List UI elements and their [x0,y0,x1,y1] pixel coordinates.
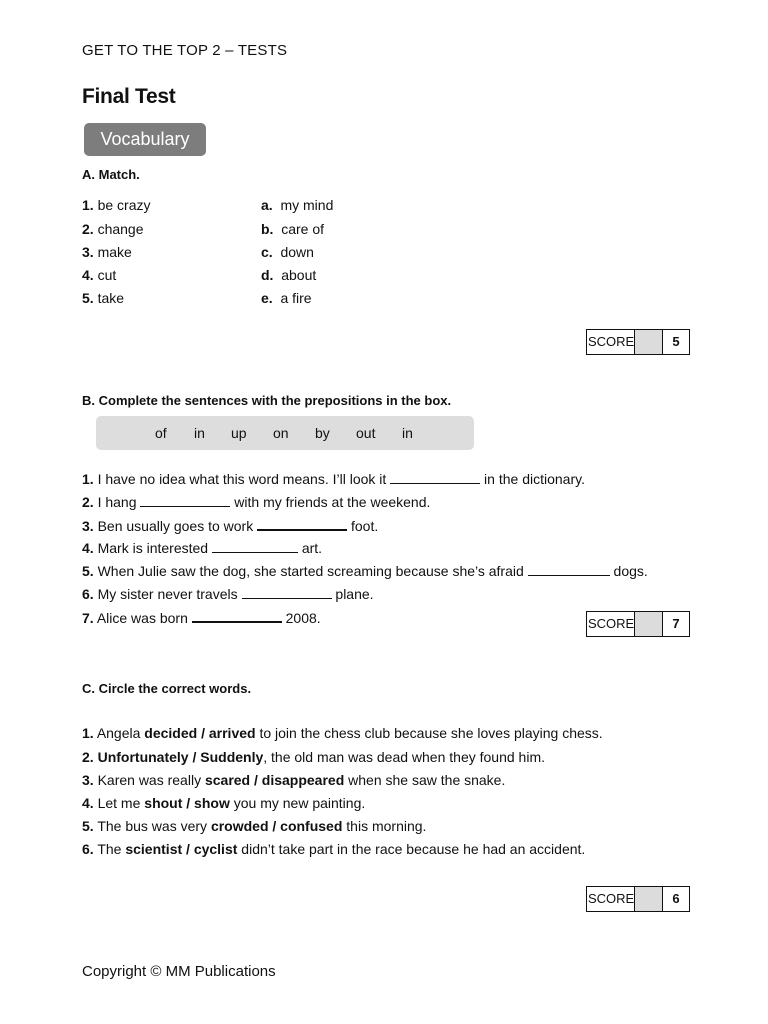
box-word: out [356,425,376,441]
match-left-item: 5. take [82,290,125,306]
section-tag: Vocabulary [84,123,206,156]
page-title: Final Test [82,85,176,108]
box-word: up [231,425,247,441]
box-word: in [194,425,205,441]
score-points: 6 [672,891,680,906]
sentence-c: 5. The bus was very crowded / confused this morning. [82,818,427,834]
score-label: SCORE [587,887,635,911]
match-right-item: e. a fire [261,290,312,306]
match-right-item: d. about [261,267,317,283]
sentence-b: 3. Ben usually goes to work foot. [82,518,379,534]
sentence-c: 4. Let me shout / show you my new painting. [82,795,366,811]
score-input[interactable] [635,612,663,636]
section-b-title: B. Complete the sentences with the prepositions in the box. [82,393,452,408]
score-input[interactable] [635,887,663,911]
word-options[interactable]: scientist / cyclist [125,841,238,857]
word-options[interactable]: shout / show [144,795,230,811]
section-c-title: C. Circle the correct words. [82,681,252,696]
score-box-b [586,611,690,637]
match-left-item: 2. change [82,221,144,237]
answer-blank[interactable] [257,517,347,531]
answer-blank[interactable] [390,471,480,484]
box-word: on [273,425,289,441]
word-options[interactable]: scared / disappeared [204,772,345,788]
match-left-item: 1. be crazy [82,197,151,213]
match-left-item: 4. cut [82,267,117,283]
sentence-b: 5. When Julie saw the dog, she started screaming because she’s afraid dogs. [82,563,648,579]
sentence-c: 3. Karen was really scared / disappeared when she saw the snake. [82,772,506,788]
word-options[interactable]: decided / arrived [144,725,256,741]
sentence-b: 2. I hang with my friends at the weekend. [82,494,431,510]
score-points: 7 [672,616,680,631]
word-options[interactable]: crowded / confused [210,818,343,834]
match-right-item: a. my mind [261,197,334,213]
match-right-item: b. care of [261,221,325,237]
score-input[interactable] [635,330,663,354]
answer-blank[interactable] [192,609,282,623]
score-label: SCORE [587,612,635,636]
sentence-b: 4. Mark is interested art. [82,540,323,556]
score-points: 5 [672,334,680,349]
score-box-a [586,329,690,355]
copyright-footer: Copyright © MM Publications [82,963,276,980]
section-a-title: A. Match. [82,167,140,182]
word-options[interactable]: Unfortunately / Suddenly [97,749,264,765]
answer-blank[interactable] [140,494,230,507]
sentence-c: 1. Angela decided / arrived to join the chess club because she loves playing chess. [82,725,603,741]
sentence-b: 1. I have no idea what this word means. I’ll look it in the dictionary. [82,471,585,487]
match-left-item: 3. make [82,244,132,260]
box-word: by [315,425,330,441]
sentence-c: 2. Unfortunately / Suddenly, the old man was dead when they found him. [82,749,545,765]
preposition-box [96,416,474,450]
answer-blank[interactable] [212,540,298,553]
sentence-b: 6. My sister never travels plane. [82,586,374,602]
sentence-c: 6. The scientist / cyclist didn’t take part in the race because he had an accident. [82,841,586,857]
box-word: of [155,425,167,441]
sentence-b: 7. Alice was born 2008. [82,610,321,626]
match-right-item: c. down [261,244,314,260]
answer-blank[interactable] [242,586,332,599]
box-word: in [402,425,413,441]
page-header: GET TO THE TOP 2 – TESTS [82,42,288,59]
score-label: SCORE [587,330,635,354]
answer-blank[interactable] [528,563,610,576]
score-box-c [586,886,690,912]
